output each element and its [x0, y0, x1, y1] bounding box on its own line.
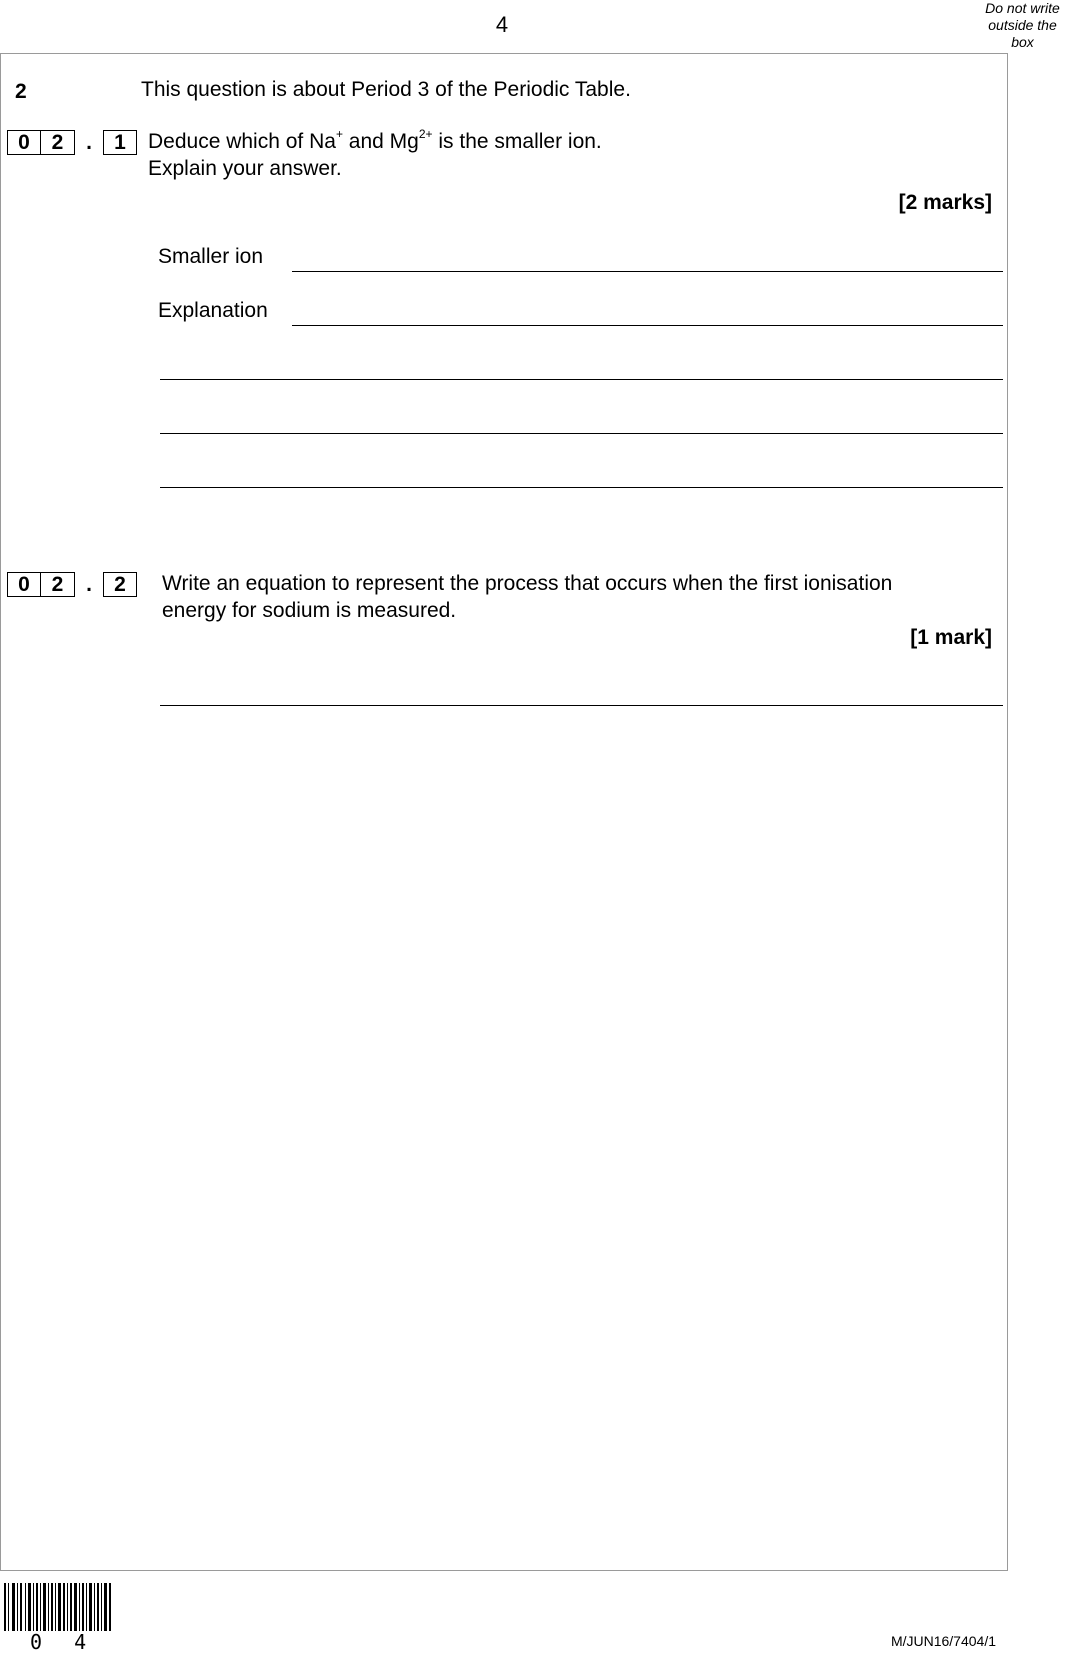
ref-digit: 2 [103, 572, 137, 597]
ref-digit: 2 [41, 130, 75, 155]
part-1-text-b: and Mg [342, 130, 419, 153]
paper-reference: M/JUN16/7404/1 [890, 1633, 996, 1649]
part-2-question-cont: energy for sodium is measured. [162, 599, 457, 622]
question-number: 2 [15, 80, 27, 103]
explanation-label: Explanation [158, 299, 268, 322]
part-1-text-a: Deduce which of Na [148, 130, 336, 153]
question-ref-02-2 [7, 571, 137, 598]
margin-note-line: outside the [988, 17, 1057, 33]
explanation-answer-line[interactable] [292, 325, 1003, 326]
ref-digit: 0 [7, 572, 41, 597]
question-intro: This question is about Period 3 of the Periodic Table. [141, 78, 631, 101]
ref-digit: 0 [7, 130, 41, 155]
explanation-answer-line[interactable] [160, 487, 1003, 488]
ref-digit: 1 [103, 130, 137, 155]
barcode [4, 1583, 112, 1631]
question-ref-02-1 [7, 129, 137, 156]
margin-note-line: Do not write [985, 0, 1060, 16]
part-2-question: Write an equation to represent the process that occurs when the first ionisation [162, 572, 893, 595]
part-1-text-c: is the smaller ion. [432, 130, 602, 153]
na-charge: + [335, 127, 343, 141]
ref-digit: 2 [41, 572, 75, 597]
page-number: 4 [495, 12, 509, 37]
mg-charge: 2+ [418, 127, 433, 141]
ref-dot: . [86, 130, 92, 154]
barcode-digits: 0 4 [30, 1630, 97, 1654]
part-1-instruction: Explain your answer. [148, 157, 342, 180]
part-1-marks: [2 marks] [898, 191, 992, 214]
part-2-marks: [1 mark] [910, 626, 992, 649]
ref-dot: . [86, 572, 92, 596]
equation-answer-line[interactable] [160, 705, 1003, 706]
margin-note-line: box [1011, 34, 1034, 50]
smaller-ion-answer-line[interactable] [292, 271, 1003, 272]
explanation-answer-line[interactable] [160, 379, 1003, 380]
margin-note [980, 0, 1065, 51]
answer-frame [0, 53, 1008, 1571]
part-1-question [148, 128, 602, 155]
explanation-answer-line[interactable] [160, 433, 1003, 434]
smaller-ion-label: Smaller ion [158, 245, 264, 268]
